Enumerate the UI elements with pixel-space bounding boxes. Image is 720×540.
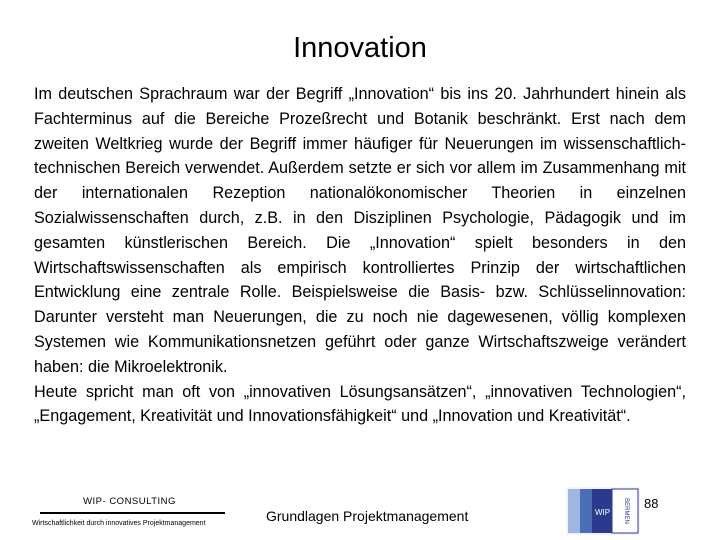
- footer-divider: [40, 512, 225, 514]
- company-logo: [566, 487, 640, 535]
- footer-tagline: Wirtschaftlichkeit durch innovatives Projektmanagement: [32, 520, 206, 527]
- wip-logo-icon: [566, 487, 640, 535]
- body-paragraph: Im deutschen Sprachraum war der Begriff „Innovation“ bis ins 20. Jahrhundert hinein als Fachterminus auf die Bereiche Prozeßrecht und Botanik beschränkt. Erst nach dem zweiten Weltkrieg wurde der Begriff immer häufiger für Neuerungen im wissenschaftlich-technischen Bereich verwendet. Außerdem setzte er sich vor allem im Zusammenhang mit der internationalen Rezeption nationalökonomischer Theorien in einzelnen Sozialwissenschaften durch, z.B. in den Disziplinen Psychologie, Pädagogik und im gesamten künstlerischen Bereich. Die „Innovation“ spielt besonders in den Wirtschaftswissenschaften als empirisch kontrolliertes Prinzip der wirtschaftlichen Entwicklung eine zentrale Rolle. Beispielsweise die Basis- bzw. Schlüsselinnovation: Darunter versteht man Neuerungen, die zu noch nie dagewesenen, völlig komplexen Systemen wie Kommunikationsnetzen geführt oder ganze Wirtschaftszweige verändert haben: die Mikroelektronik.: [34, 85, 686, 376]
- footer-company-name: WIP- CONSULTING: [83, 496, 176, 507]
- slide-title: Innovation: [293, 32, 427, 64]
- logo-text: WIP: [595, 508, 611, 517]
- logo-vertical-text: BERMEN: [623, 498, 629, 524]
- slide-body: [34, 82, 686, 429]
- footer-course-title: Grundlagen Projektmanagement: [266, 508, 469, 524]
- footer-branding: [32, 496, 225, 527]
- page-number: 88: [644, 496, 659, 511]
- body-paragraph: Heute spricht man oft von „innovativen Lösungsansätzen“, „innovativen Technologien“, „Engagement, Kreativität und Innovationsfähigkeit“ und „Innovation und Kreativität“.: [34, 382, 686, 426]
